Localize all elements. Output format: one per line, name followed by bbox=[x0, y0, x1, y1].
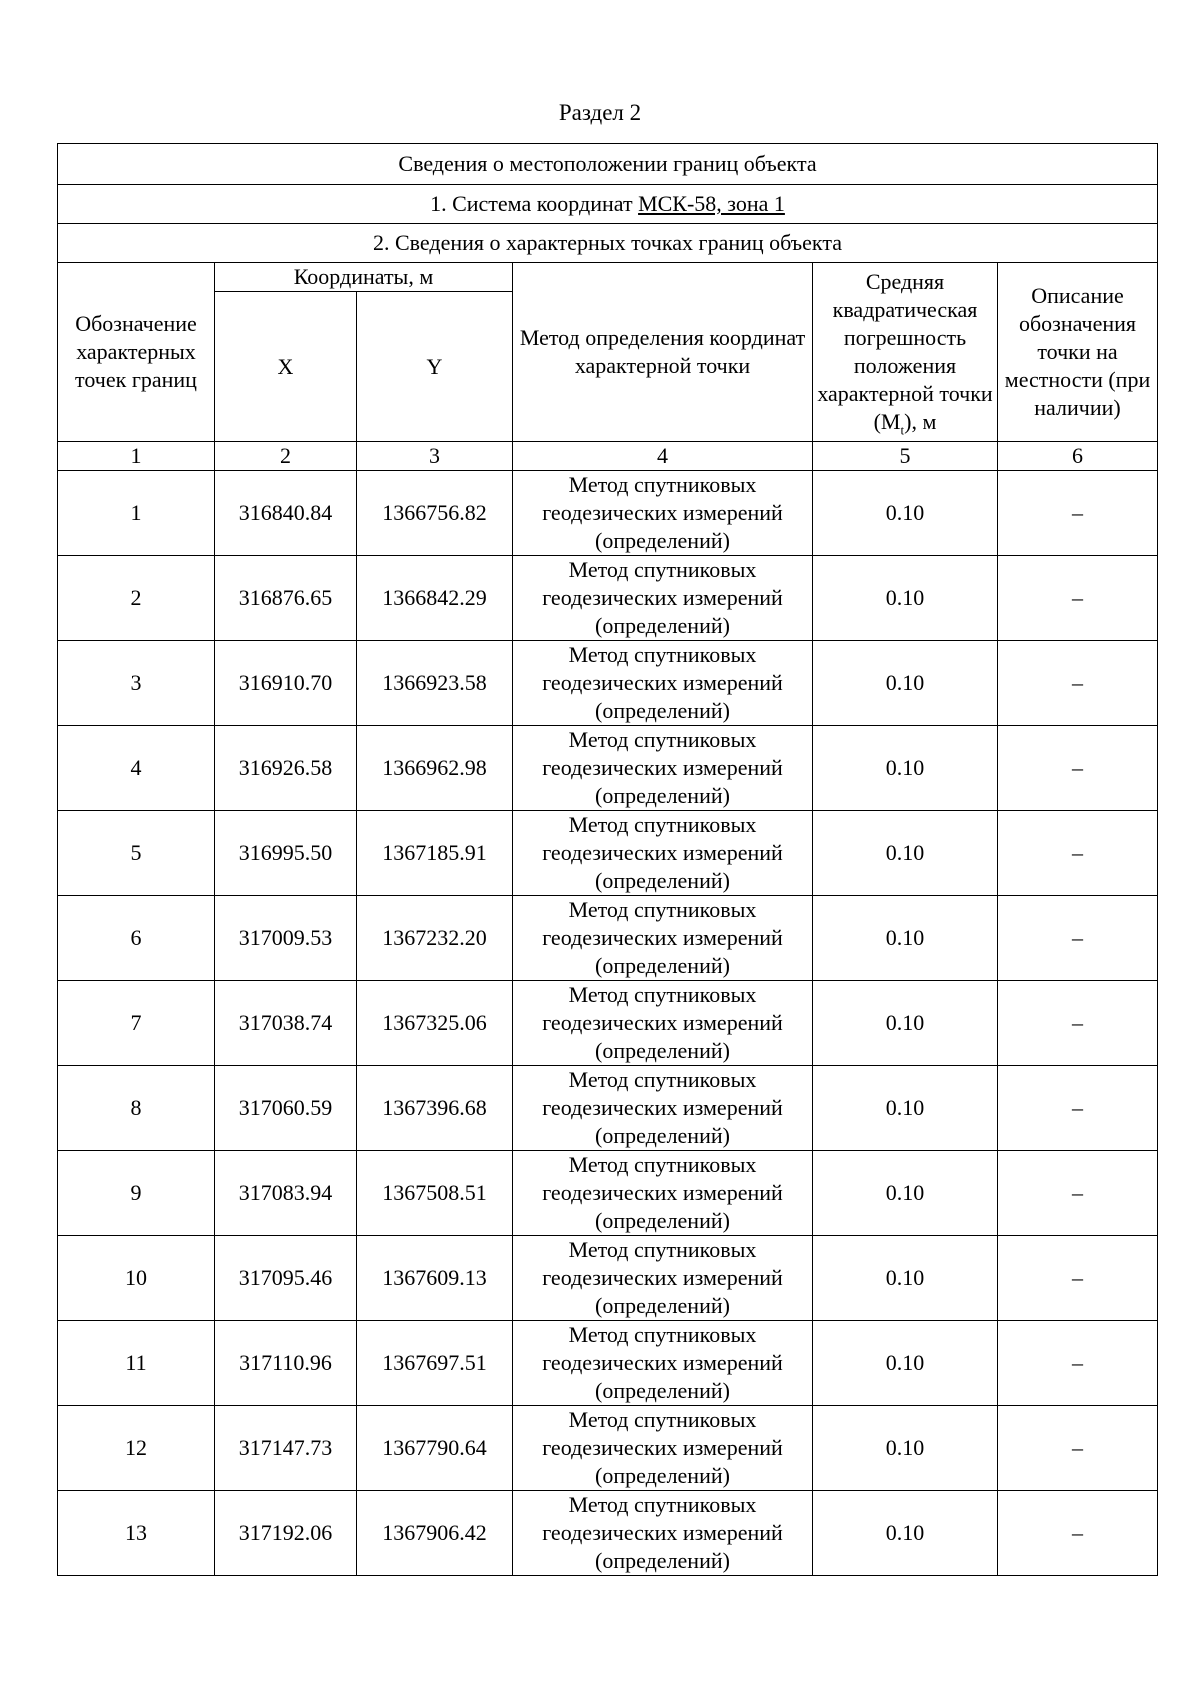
table-row bbox=[58, 1236, 1158, 1321]
y-coordinate-cell: 1366842.29 bbox=[357, 556, 513, 641]
description-cell: – bbox=[998, 1491, 1158, 1576]
page-title: Раздел 2 bbox=[558, 100, 642, 125]
description-cell: – bbox=[998, 896, 1158, 981]
coordinate-system-label: 1. Система координат bbox=[430, 191, 639, 216]
y-coordinate-cell: 1367232.20 bbox=[357, 896, 513, 981]
point-number-cell: 1 bbox=[58, 471, 215, 556]
table-row bbox=[58, 1151, 1158, 1236]
table-row bbox=[58, 471, 1158, 556]
header-error-unit: ), м bbox=[904, 409, 937, 434]
table-row bbox=[58, 1491, 1158, 1576]
error-cell: 0.10 bbox=[813, 726, 998, 811]
column-numbers-row bbox=[58, 442, 1158, 471]
table-title-row bbox=[58, 144, 1158, 185]
method-cell: Метод спутниковых геодезических измерений (определений) bbox=[513, 1066, 813, 1151]
error-cell: 0.10 bbox=[813, 1321, 998, 1406]
coordinate-system-row bbox=[58, 185, 1158, 224]
table-row bbox=[58, 1321, 1158, 1406]
point-number-cell: 7 bbox=[58, 981, 215, 1066]
y-coordinate-cell: 1366756.82 bbox=[357, 471, 513, 556]
error-cell: 0.10 bbox=[813, 1491, 998, 1576]
description-cell: – bbox=[998, 1321, 1158, 1406]
method-cell: Метод спутниковых геодезических измерений (определений) bbox=[513, 471, 813, 556]
method-cell: Метод спутниковых геодезических измерений (определений) bbox=[513, 811, 813, 896]
error-cell: 0.10 bbox=[813, 1151, 998, 1236]
x-coordinate-cell: 317147.73 bbox=[215, 1406, 357, 1491]
points-heading-row bbox=[58, 224, 1158, 263]
table-row bbox=[58, 1406, 1158, 1491]
method-cell: Метод спутниковых геодезических измерений (определений) bbox=[513, 1491, 813, 1576]
y-coordinate-cell: 1367906.42 bbox=[357, 1491, 513, 1576]
method-cell: Метод спутниковых геодезических измерений (определений) bbox=[513, 726, 813, 811]
point-number-cell: 6 bbox=[58, 896, 215, 981]
error-cell: 0.10 bbox=[813, 471, 998, 556]
table-row bbox=[58, 641, 1158, 726]
method-cell: Метод спутниковых геодезических измерений (определений) bbox=[513, 896, 813, 981]
error-cell: 0.10 bbox=[813, 1406, 998, 1491]
method-cell: Метод спутниковых геодезических измерений (определений) bbox=[513, 1321, 813, 1406]
header-x: X bbox=[215, 292, 357, 442]
point-number-cell: 5 bbox=[58, 811, 215, 896]
description-cell: – bbox=[998, 641, 1158, 726]
table-row bbox=[58, 1066, 1158, 1151]
header-method: Метод определения координат характерной точки bbox=[513, 263, 813, 442]
description-cell: – bbox=[998, 726, 1158, 811]
coordinate-system-value: МСК-58, зона 1 bbox=[638, 191, 785, 216]
header-error-subscript: t bbox=[900, 422, 905, 438]
boundary-points-table bbox=[57, 143, 1158, 1576]
y-coordinate-cell: 1367396.68 bbox=[357, 1066, 513, 1151]
y-coordinate-cell: 1367609.13 bbox=[357, 1236, 513, 1321]
error-cell: 0.10 bbox=[813, 981, 998, 1066]
x-coordinate-cell: 316840.84 bbox=[215, 471, 357, 556]
header-coordinates: Координаты, м bbox=[215, 263, 513, 292]
y-coordinate-cell: 1367325.06 bbox=[357, 981, 513, 1066]
point-number-cell: 2 bbox=[58, 556, 215, 641]
header-error-text: Средняя квадратическая погрешность положения характерной точки (M bbox=[817, 269, 993, 434]
description-cell: – bbox=[998, 556, 1158, 641]
table-row bbox=[58, 726, 1158, 811]
point-number-cell: 4 bbox=[58, 726, 215, 811]
x-coordinate-cell: 317060.59 bbox=[215, 1066, 357, 1151]
point-number-cell: 13 bbox=[58, 1491, 215, 1576]
error-cell: 0.10 bbox=[813, 811, 998, 896]
table-title: Сведения о местоположении границ объекта bbox=[58, 144, 1158, 185]
point-number-cell: 8 bbox=[58, 1066, 215, 1151]
description-cell: – bbox=[998, 1066, 1158, 1151]
column-number: 5 bbox=[813, 442, 998, 471]
x-coordinate-cell: 317110.96 bbox=[215, 1321, 357, 1406]
point-number-cell: 10 bbox=[58, 1236, 215, 1321]
x-coordinate-cell: 316926.58 bbox=[215, 726, 357, 811]
table-row bbox=[58, 556, 1158, 641]
description-cell: – bbox=[998, 1151, 1158, 1236]
x-coordinate-cell: 317083.94 bbox=[215, 1151, 357, 1236]
point-number-cell: 3 bbox=[58, 641, 215, 726]
column-number: 6 bbox=[998, 442, 1158, 471]
column-number: 3 bbox=[357, 442, 513, 471]
header-error bbox=[813, 263, 998, 442]
method-cell: Метод спутниковых геодезических измерений (определений) bbox=[513, 641, 813, 726]
y-coordinate-cell: 1367508.51 bbox=[357, 1151, 513, 1236]
method-cell: Метод спутниковых геодезических измерений (определений) bbox=[513, 1236, 813, 1321]
table-row bbox=[58, 811, 1158, 896]
column-number: 1 bbox=[58, 442, 215, 471]
column-number: 2 bbox=[215, 442, 357, 471]
description-cell: – bbox=[998, 1406, 1158, 1491]
y-coordinate-cell: 1367185.91 bbox=[357, 811, 513, 896]
error-cell: 0.10 bbox=[813, 556, 998, 641]
table-row bbox=[58, 896, 1158, 981]
error-cell: 0.10 bbox=[813, 1066, 998, 1151]
column-number: 4 bbox=[513, 442, 813, 471]
x-coordinate-cell: 316876.65 bbox=[215, 556, 357, 641]
error-cell: 0.10 bbox=[813, 896, 998, 981]
y-coordinate-cell: 1366962.98 bbox=[357, 726, 513, 811]
x-coordinate-cell: 317038.74 bbox=[215, 981, 357, 1066]
header-description: Описание обозначения точки на местности (при наличии) bbox=[998, 263, 1158, 442]
description-cell: – bbox=[998, 471, 1158, 556]
error-cell: 0.10 bbox=[813, 1236, 998, 1321]
x-coordinate-cell: 316910.70 bbox=[215, 641, 357, 726]
y-coordinate-cell: 1366923.58 bbox=[357, 641, 513, 726]
method-cell: Метод спутниковых геодезических измерений (определений) bbox=[513, 1406, 813, 1491]
method-cell: Метод спутниковых геодезических измерений (определений) bbox=[513, 1151, 813, 1236]
description-cell: – bbox=[998, 981, 1158, 1066]
description-cell: – bbox=[998, 811, 1158, 896]
method-cell: Метод спутниковых геодезических измерений (определений) bbox=[513, 981, 813, 1066]
table-row bbox=[58, 981, 1158, 1066]
x-coordinate-cell: 316995.50 bbox=[215, 811, 357, 896]
header-designation: Обозначение характерных точек границ bbox=[58, 263, 215, 442]
method-cell: Метод спутниковых геодезических измерений (определений) bbox=[513, 556, 813, 641]
header-row-1 bbox=[58, 263, 1158, 292]
y-coordinate-cell: 1367697.51 bbox=[357, 1321, 513, 1406]
y-coordinate-cell: 1367790.64 bbox=[357, 1406, 513, 1491]
description-cell: – bbox=[998, 1236, 1158, 1321]
error-cell: 0.10 bbox=[813, 641, 998, 726]
point-number-cell: 9 bbox=[58, 1151, 215, 1236]
x-coordinate-cell: 317009.53 bbox=[215, 896, 357, 981]
header-y: Y bbox=[357, 292, 513, 442]
points-heading: 2. Сведения о характерных точках границ объекта bbox=[58, 224, 1158, 263]
x-coordinate-cell: 317192.06 bbox=[215, 1491, 357, 1576]
point-number-cell: 12 bbox=[58, 1406, 215, 1491]
point-number-cell: 11 bbox=[58, 1321, 215, 1406]
x-coordinate-cell: 317095.46 bbox=[215, 1236, 357, 1321]
coordinate-system-cell bbox=[58, 185, 1158, 224]
